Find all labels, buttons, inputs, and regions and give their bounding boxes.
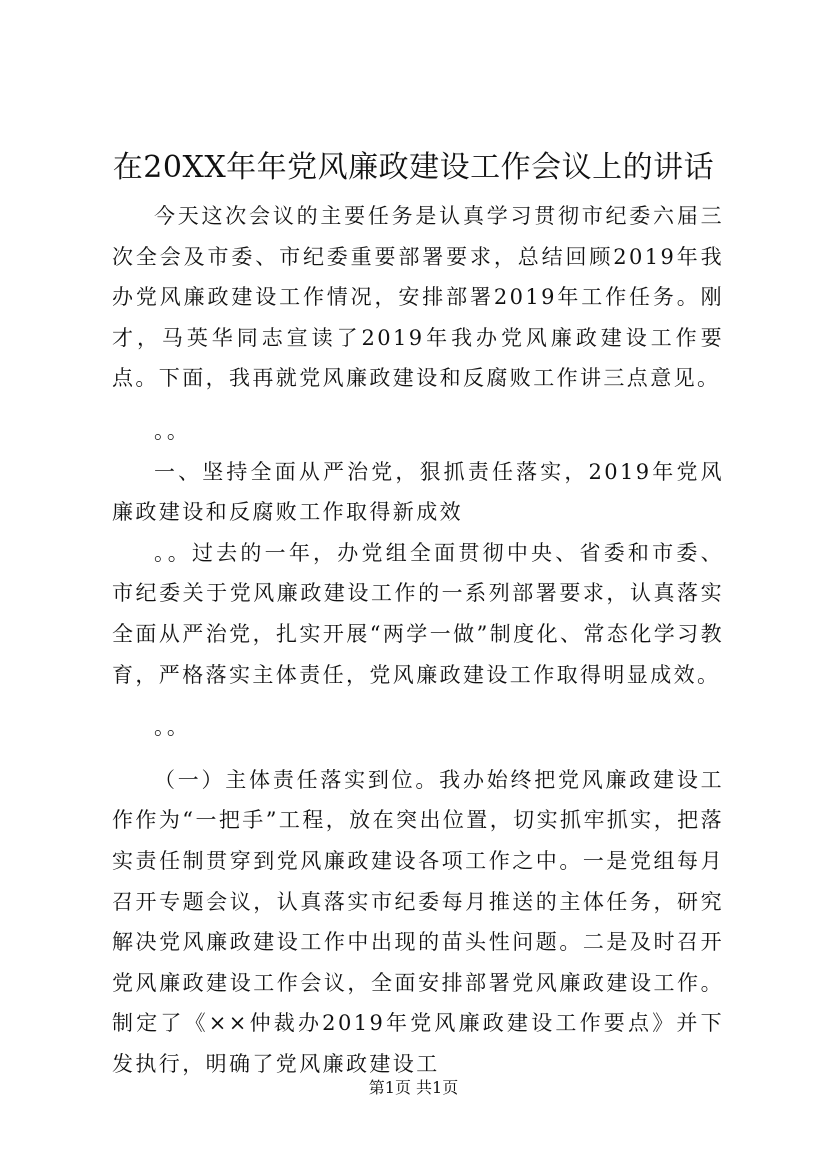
paragraph-separator: 。。 [154,418,191,443]
document-title: 在20XX年年党风廉政建设工作会议上的讲话 [112,150,715,185]
paragraph-intro: 今天这次会议的主要任务是认真学习贯彻市纪委六届三次全会及市委、市纪委重要部署要求，总结回顾2019年我办党风廉政建设工作情况，安排部署2019年工作任务。刚才，马英华同志宣读了2019年我办党风廉政建设工作要点。下面，我再就党风廉政建设和反腐败工作讲三点意见。 [112,204,724,391]
document-body [112,196,724,1084]
paragraph-responsibility: （一）主体责任落实到位。我办始终把党风廉政建设工作作为“一把手”工程，放在突出位置，切实抓牢抓实，把落实责任制贯穿到党风廉政建设各项工作之中。一是党组每月召开专题会议，认真落实市纪委每月推送的主体任务，研究解决党风廉政建设工作中出现的苗头性问题。二是及时召开党风廉政建设工作会议，全面安排部署党风廉政建设工作。制定了《××仲裁办2019年党风廉政建设工作要点》并下发执行，明确了党风廉政建设工 [112,767,724,1076]
section-heading-1: 一、坚持全面从严治党，狠抓责任落实，2019年党风廉政建设和反腐败工作取得新成效 [112,459,724,525]
page-footer: 第1页 共1页 [368,1078,459,1097]
paragraph-review: 。。过去的一年，办党组全面贯彻中央、省委和市委、市纪委关于党风廉政建设工作的一系列部署要求，认真落实全面从严治党，扎实开展“两学一做”制度化、常态化学习教育，严格落实主体责任，党风廉政建设工作取得明显成效。 [112,540,724,687]
paragraph-separator: 。。 [154,715,191,740]
